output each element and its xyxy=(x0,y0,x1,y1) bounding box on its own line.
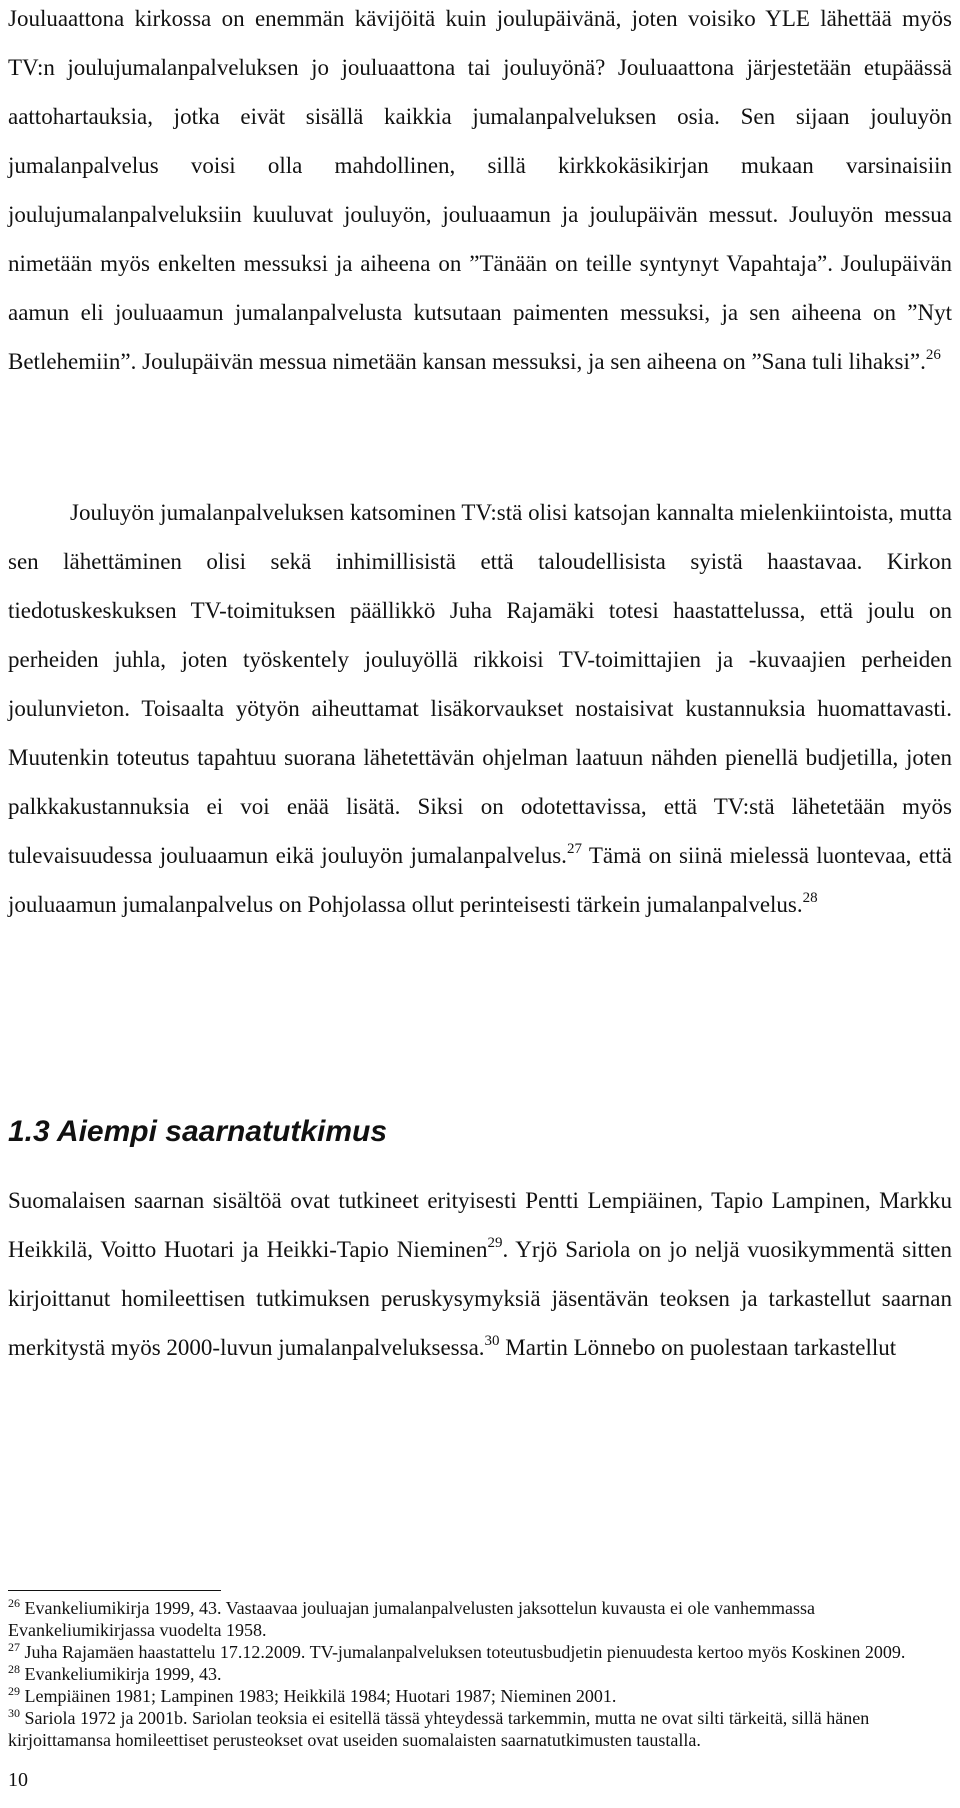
body-paragraph-3 xyxy=(8,1176,952,1372)
body-paragraph-2 xyxy=(8,488,952,929)
footnote-ref: 26 xyxy=(925,347,941,363)
footnote-29 xyxy=(8,1685,952,1707)
footnote-30 xyxy=(8,1707,952,1751)
paragraph-text: Jouluyön jumalanpalveluksen katsominen TV:stä olisi katsojan kannalta mielenkiintoista, mutta sen lähettäminen olisi sekä inhimillisistä että taloudellisista syistä haastavaa. Kirkon tiedotuskeskuksen TV-toimituksen päällikkö Juha Rajamäki totesi haastattelussa, että joulu on perheiden juhla, joten työskentely jouluyöllä rikkoisi TV-toimittajien ja -kuvaajien perheiden joulunvieton. Toisaalta yötyön aiheuttamat lisäkorvaukset nostaisivat kustannuksia huomattavasti. Muutenkin toteutus tapahtuu suorana lähetettävän ohjelman laatuun nähden pienellä budjetilla, joten palkkakustannuksia ei voi enää lisätä. Siksi on odotettavissa, että TV:stä lähetetään myös tulevaisuudessa jouluaamun eikä jouluyön jumalanpalvelus. xyxy=(8,500,952,868)
paragraph-text: Tämä on siinä mielessä luontevaa, että jouluaamun jumalanpalvelus on Pohjolassa ollut perinteisesti tärkein jumalanpalvelus. xyxy=(8,843,952,917)
footnote-number: 26 xyxy=(8,1596,20,1610)
footnotes-list xyxy=(8,1597,952,1751)
paragraph-text: Jouluaattona kirkossa on enemmän kävijöitä kuin joulupäivänä, joten voisiko YLE lähettää myös TV:n joulujumalanpalveluksen jo jouluaattona tai jouluyönä? Jouluaattona järjestetään etupäässä aattohartauksia, jotka eivät sisällä kaikkia jumalanpalveluksen osia. Sen sijaan jouluyön jumalanpalvelus voisi olla mahdollinen, sillä kirkkokäsikirjan mukaan varsinaisiin joulujumalanpalveluksiin kuuluvat jouluyön, jouluaamun ja joulupäivän messut. Jouluyön messua nimetään myös enkelten messuksi ja aiheena on ”Tänään on teille syntynyt Vapahtaja”. Joulupäivän aamun eli jouluaamun jumalanpalvelusta kutsutaan paimenten messuksi, ja sen aiheena on ”Nyt Betlehemiin”. Joulupäivän messua nimetään kansan messuksi, ja sen aiheena on ”Sana tuli lihaksi”. xyxy=(8,6,952,374)
page-number: 10 xyxy=(8,1769,28,1791)
footnote-27 xyxy=(8,1641,952,1663)
footnote-text: Evankeliumikirja 1999, 43. xyxy=(20,1664,222,1684)
footnote-ref: 29 xyxy=(487,1235,503,1251)
footnote-text: Sariola 1972 ja 2001b. Sariolan teoksia ei esitellä tässä yhteydessä tarkemmin, mutta ne ovat silti tärkeitä, sillä hänen kirjoittamansa homileettiset perusteokset ovat useiden suomalaisten saarnatutkimusten taustalla. xyxy=(8,1708,870,1750)
footnote-ref: 27 xyxy=(566,841,582,857)
footnote-text: Lempiäinen 1981; Lampinen 1983; Heikkilä 1984; Huotari 1987; Nieminen 2001. xyxy=(20,1686,617,1706)
footnote-number: 30 xyxy=(8,1706,20,1720)
paragraph-text: . Yrjö Sariola on jo neljä vuosikymmentä sitten kirjoittanut homileettisen tutkimuksen peruskysymyksiä jäsentävän teoksen ja tarkastellut saarnan merkitystä myös 2000-luvun jumalanpalveluksessa. xyxy=(8,1237,952,1360)
footnote-ref: 28 xyxy=(802,890,818,906)
footnote-text: Juha Rajamäen haastattelu 17.12.2009. TV-jumalanpalveluksen toteutusbudjetin pienuudesta kertoo myös Koskinen 2009. xyxy=(20,1642,906,1662)
footnote-ref: 30 xyxy=(484,1333,500,1349)
footnote-number: 27 xyxy=(8,1640,20,1654)
footnote-number: 28 xyxy=(8,1662,20,1676)
footnote-text: Evankeliumikirja 1999, 43. Vastaavaa jouluajan jumalanpalvelusten jaksottelun kuvausta ei ole vanhemmassa Evankeliumikirjassa vuodelta 1958. xyxy=(8,1598,815,1640)
paragraph-text: Suomalaisen saarnan sisältöä ovat tutkineet erityisesti Pentti Lempiäinen, Tapio Lampinen, Markku Heikkilä, Voitto Huotari ja Heikki-Tapio Nieminen xyxy=(8,1188,952,1262)
footnote-28 xyxy=(8,1663,952,1685)
footnote-26 xyxy=(8,1597,952,1641)
section-heading: 1.3 Aiempi saarnatutkimus xyxy=(8,1115,388,1148)
body-paragraph-1 xyxy=(8,0,952,386)
paragraph-text: Martin Lönnebo on puolestaan tarkastellut xyxy=(499,1335,897,1360)
footnote-number: 29 xyxy=(8,1684,20,1698)
footnote-separator xyxy=(8,1590,221,1591)
